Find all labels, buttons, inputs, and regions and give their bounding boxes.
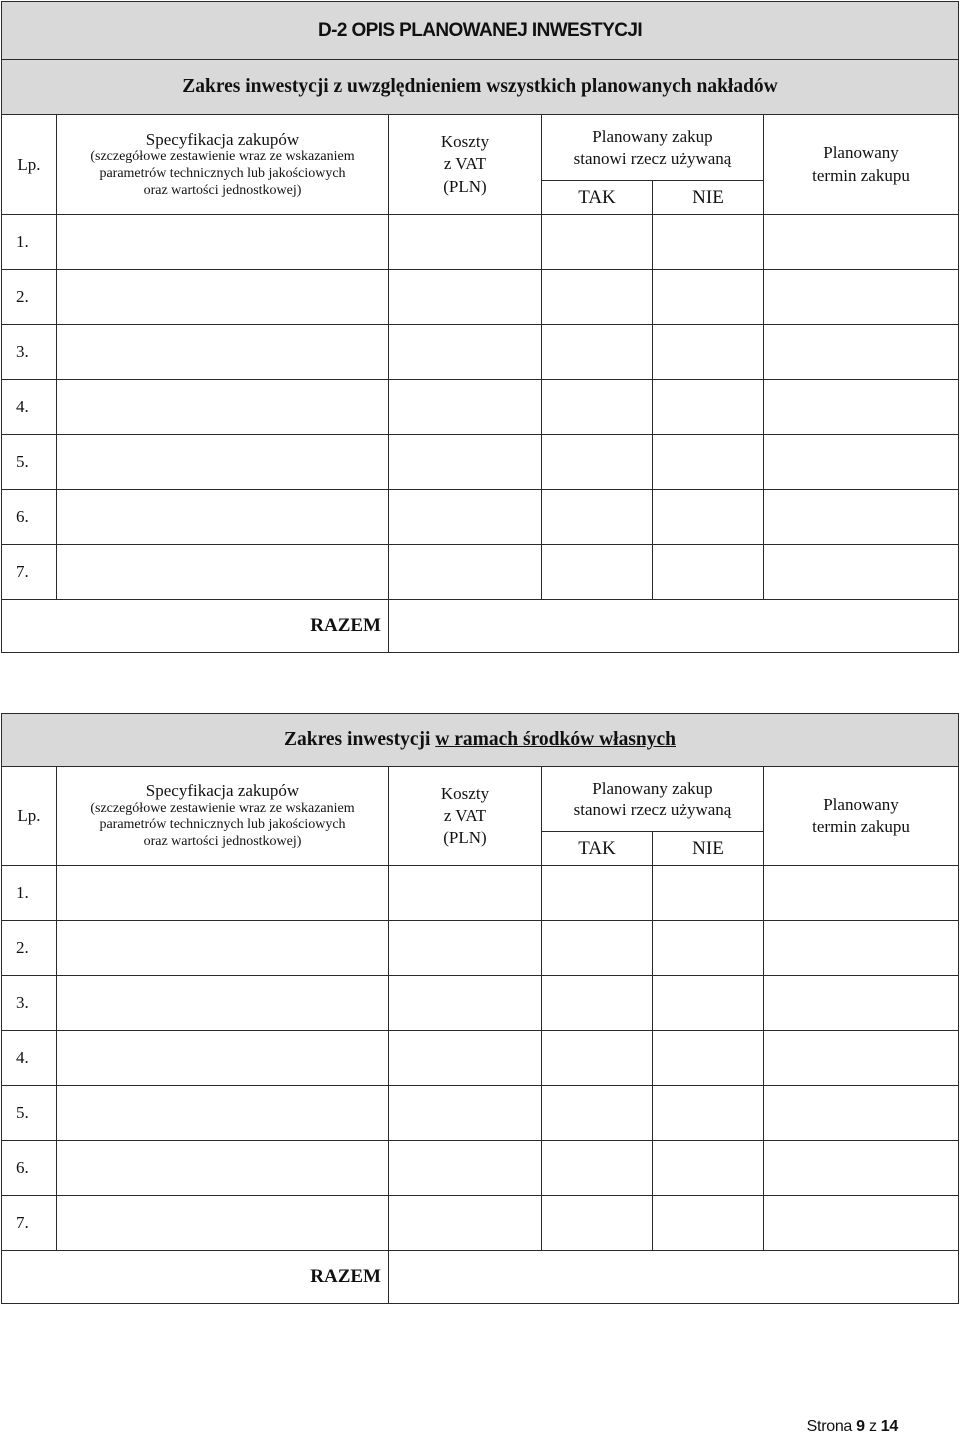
cost-cell[interactable] bbox=[389, 435, 542, 490]
date-cell[interactable] bbox=[764, 921, 959, 976]
spec-cell[interactable] bbox=[57, 435, 389, 490]
no-cell[interactable] bbox=[653, 1141, 764, 1196]
no-cell[interactable] bbox=[653, 490, 764, 545]
spec-cell[interactable] bbox=[57, 325, 389, 380]
no-cell[interactable] bbox=[653, 380, 764, 435]
date-cell[interactable] bbox=[764, 380, 959, 435]
spec-cell[interactable] bbox=[57, 270, 389, 325]
cost-header-1: Koszty bbox=[440, 783, 490, 803]
date-cell[interactable] bbox=[764, 1196, 959, 1251]
yes-cell[interactable] bbox=[542, 435, 653, 490]
cost-cell[interactable] bbox=[389, 270, 542, 325]
date-header-1: Planowany bbox=[823, 143, 899, 163]
spec-cell[interactable] bbox=[57, 545, 389, 600]
column-header-specification bbox=[57, 115, 389, 215]
cost-cell[interactable] bbox=[389, 1196, 542, 1251]
yes-cell[interactable] bbox=[542, 1196, 653, 1251]
section-title-underlined: w ramach środków własnych bbox=[435, 729, 676, 750]
date-cell[interactable] bbox=[764, 976, 959, 1031]
date-cell[interactable] bbox=[764, 1141, 959, 1196]
row-number: 4. bbox=[2, 1031, 57, 1086]
section-title bbox=[2, 714, 959, 767]
document-title: D-2 OPIS PLANOWANEJ INWESTYCJI bbox=[2, 2, 959, 60]
table-row bbox=[2, 1031, 959, 1086]
spec-cell[interactable] bbox=[57, 866, 389, 921]
row-number: 2. bbox=[2, 270, 57, 325]
date-cell[interactable] bbox=[764, 270, 959, 325]
spec-header-sub-3: oraz wartości jednostkowej) bbox=[143, 182, 302, 198]
total-value-cell[interactable] bbox=[389, 600, 959, 653]
row-number: 5. bbox=[2, 1086, 57, 1141]
no-cell[interactable] bbox=[653, 921, 764, 976]
date-cell[interactable] bbox=[764, 325, 959, 380]
investment-table-own-funds bbox=[1, 713, 959, 1304]
cost-cell[interactable] bbox=[389, 325, 542, 380]
spec-cell[interactable] bbox=[57, 976, 389, 1031]
page-separator: z bbox=[868, 1418, 877, 1435]
row-number: 4. bbox=[2, 380, 57, 435]
spec-header-main: Specyfikacja zakupów bbox=[145, 781, 300, 801]
total-pages: 14 bbox=[880, 1418, 898, 1435]
total-row bbox=[2, 1251, 959, 1304]
cost-cell[interactable] bbox=[389, 1086, 542, 1141]
yes-cell[interactable] bbox=[542, 545, 653, 600]
column-header-cost bbox=[389, 767, 542, 866]
no-cell[interactable] bbox=[653, 1196, 764, 1251]
cost-cell[interactable] bbox=[389, 545, 542, 600]
row-number: 6. bbox=[2, 1141, 57, 1196]
table-row bbox=[2, 270, 959, 325]
table-row bbox=[2, 1141, 959, 1196]
used-header-1: Planowany zakup bbox=[592, 127, 713, 147]
table-row bbox=[2, 215, 959, 270]
page-number bbox=[807, 1418, 898, 1436]
spec-cell[interactable] bbox=[57, 380, 389, 435]
column-header-no: NIE bbox=[653, 832, 764, 866]
date-cell[interactable] bbox=[764, 490, 959, 545]
date-cell[interactable] bbox=[764, 435, 959, 490]
table-row bbox=[2, 1196, 959, 1251]
column-header-used-item bbox=[542, 115, 764, 181]
no-cell[interactable] bbox=[653, 976, 764, 1031]
cost-header-1: Koszty bbox=[440, 132, 490, 152]
section-title: Zakres inwestycji z uwzględnieniem wszystkich planowanych nakładów bbox=[2, 60, 959, 115]
spec-header-sub-2: parametrów technicznych lub jakościowych bbox=[99, 165, 346, 181]
yes-cell[interactable] bbox=[542, 1141, 653, 1196]
table-row bbox=[2, 866, 959, 921]
cost-cell[interactable] bbox=[389, 866, 542, 921]
table-row bbox=[2, 976, 959, 1031]
used-header-1: Planowany zakup bbox=[592, 778, 713, 798]
column-header-yes: TAK bbox=[542, 832, 653, 866]
date-cell[interactable] bbox=[764, 1086, 959, 1141]
yes-cell[interactable] bbox=[542, 921, 653, 976]
no-cell[interactable] bbox=[653, 1086, 764, 1141]
row-number: 7. bbox=[2, 1196, 57, 1251]
date-header-1: Planowany bbox=[823, 794, 899, 814]
spec-header-main: Specyfikacja zakupów bbox=[145, 129, 300, 149]
cost-header-2: z VAT bbox=[443, 805, 487, 825]
no-cell[interactable] bbox=[653, 215, 764, 270]
spec-cell[interactable] bbox=[57, 1086, 389, 1141]
spec-header-sub-3: oraz wartości jednostkowej) bbox=[143, 834, 302, 850]
table-row bbox=[2, 325, 959, 380]
row-number: 2. bbox=[2, 921, 57, 976]
total-value-cell[interactable] bbox=[389, 1251, 959, 1304]
column-header-lp: Lp. bbox=[2, 767, 57, 866]
yes-cell[interactable] bbox=[542, 1086, 653, 1141]
row-number: 3. bbox=[2, 976, 57, 1031]
table-row bbox=[2, 380, 959, 435]
no-cell[interactable] bbox=[653, 270, 764, 325]
yes-cell[interactable] bbox=[542, 215, 653, 270]
total-label: RAZEM bbox=[2, 1251, 389, 1304]
table-row bbox=[2, 545, 959, 600]
column-header-planned-date bbox=[764, 767, 959, 866]
column-header-yes: TAK bbox=[542, 181, 653, 215]
no-cell[interactable] bbox=[653, 545, 764, 600]
yes-cell[interactable] bbox=[542, 1031, 653, 1086]
investment-table-all bbox=[1, 1, 959, 653]
date-header-2: termin zakupu bbox=[812, 165, 910, 185]
column-header-no: NIE bbox=[653, 181, 764, 215]
yes-cell[interactable] bbox=[542, 490, 653, 545]
spec-cell[interactable] bbox=[57, 1031, 389, 1086]
table-row bbox=[2, 1086, 959, 1141]
spec-cell[interactable] bbox=[57, 1196, 389, 1251]
date-cell[interactable] bbox=[764, 545, 959, 600]
total-label: RAZEM bbox=[2, 600, 389, 653]
column-header-planned-date bbox=[764, 115, 959, 215]
no-cell[interactable] bbox=[653, 866, 764, 921]
row-number: 5. bbox=[2, 435, 57, 490]
yes-cell[interactable] bbox=[542, 380, 653, 435]
date-header-2: termin zakupu bbox=[812, 817, 910, 836]
row-number: 1. bbox=[2, 866, 57, 921]
cost-cell[interactable] bbox=[389, 215, 542, 270]
spec-cell[interactable] bbox=[57, 921, 389, 976]
cost-cell[interactable] bbox=[389, 976, 542, 1031]
spec-header-sub-1: (szczegółowe zestawienie wraz ze wskazaniem bbox=[90, 149, 355, 165]
spec-cell[interactable] bbox=[57, 215, 389, 270]
no-cell[interactable] bbox=[653, 325, 764, 380]
row-number: 3. bbox=[2, 325, 57, 380]
yes-cell[interactable] bbox=[542, 270, 653, 325]
no-cell[interactable] bbox=[653, 435, 764, 490]
page-prefix: Strona bbox=[806, 1418, 853, 1435]
total-row bbox=[2, 600, 959, 653]
column-header-cost bbox=[389, 115, 542, 215]
yes-cell[interactable] bbox=[542, 866, 653, 921]
yes-cell[interactable] bbox=[542, 325, 653, 380]
row-number: 7. bbox=[2, 545, 57, 600]
spec-cell[interactable] bbox=[57, 1141, 389, 1196]
cost-cell[interactable] bbox=[389, 380, 542, 435]
table-row bbox=[2, 921, 959, 976]
spec-cell[interactable] bbox=[57, 490, 389, 545]
cost-cell[interactable] bbox=[389, 921, 542, 976]
spec-header-sub-1: (szczegółowe zestawienie wraz ze wskazaniem bbox=[90, 800, 355, 816]
cost-cell[interactable] bbox=[389, 490, 542, 545]
used-header-2: stanowi rzecz używaną bbox=[573, 800, 732, 819]
spec-header-sub-2: parametrów technicznych lub jakościowych bbox=[99, 817, 346, 833]
cost-header-2: z VAT bbox=[443, 154, 487, 174]
column-header-specification bbox=[57, 767, 389, 866]
section-title-plain: Zakres inwestycji bbox=[284, 729, 436, 750]
row-number: 1. bbox=[2, 215, 57, 270]
date-cell[interactable] bbox=[764, 1031, 959, 1086]
yes-cell[interactable] bbox=[542, 976, 653, 1031]
cost-header-3: (PLN) bbox=[443, 176, 487, 196]
date-cell[interactable] bbox=[764, 215, 959, 270]
no-cell[interactable] bbox=[653, 1031, 764, 1086]
cost-cell[interactable] bbox=[389, 1031, 542, 1086]
current-page: 9 bbox=[856, 1418, 865, 1435]
used-header-2: stanowi rzecz używaną bbox=[573, 148, 732, 168]
table-row bbox=[2, 435, 959, 490]
cost-cell[interactable] bbox=[389, 1141, 542, 1196]
column-header-lp: Lp. bbox=[2, 115, 57, 215]
cost-header-3: (PLN) bbox=[443, 828, 487, 848]
column-header-used-item bbox=[542, 767, 764, 832]
date-cell[interactable] bbox=[764, 866, 959, 921]
row-number: 6. bbox=[2, 490, 57, 545]
table-row bbox=[2, 490, 959, 545]
